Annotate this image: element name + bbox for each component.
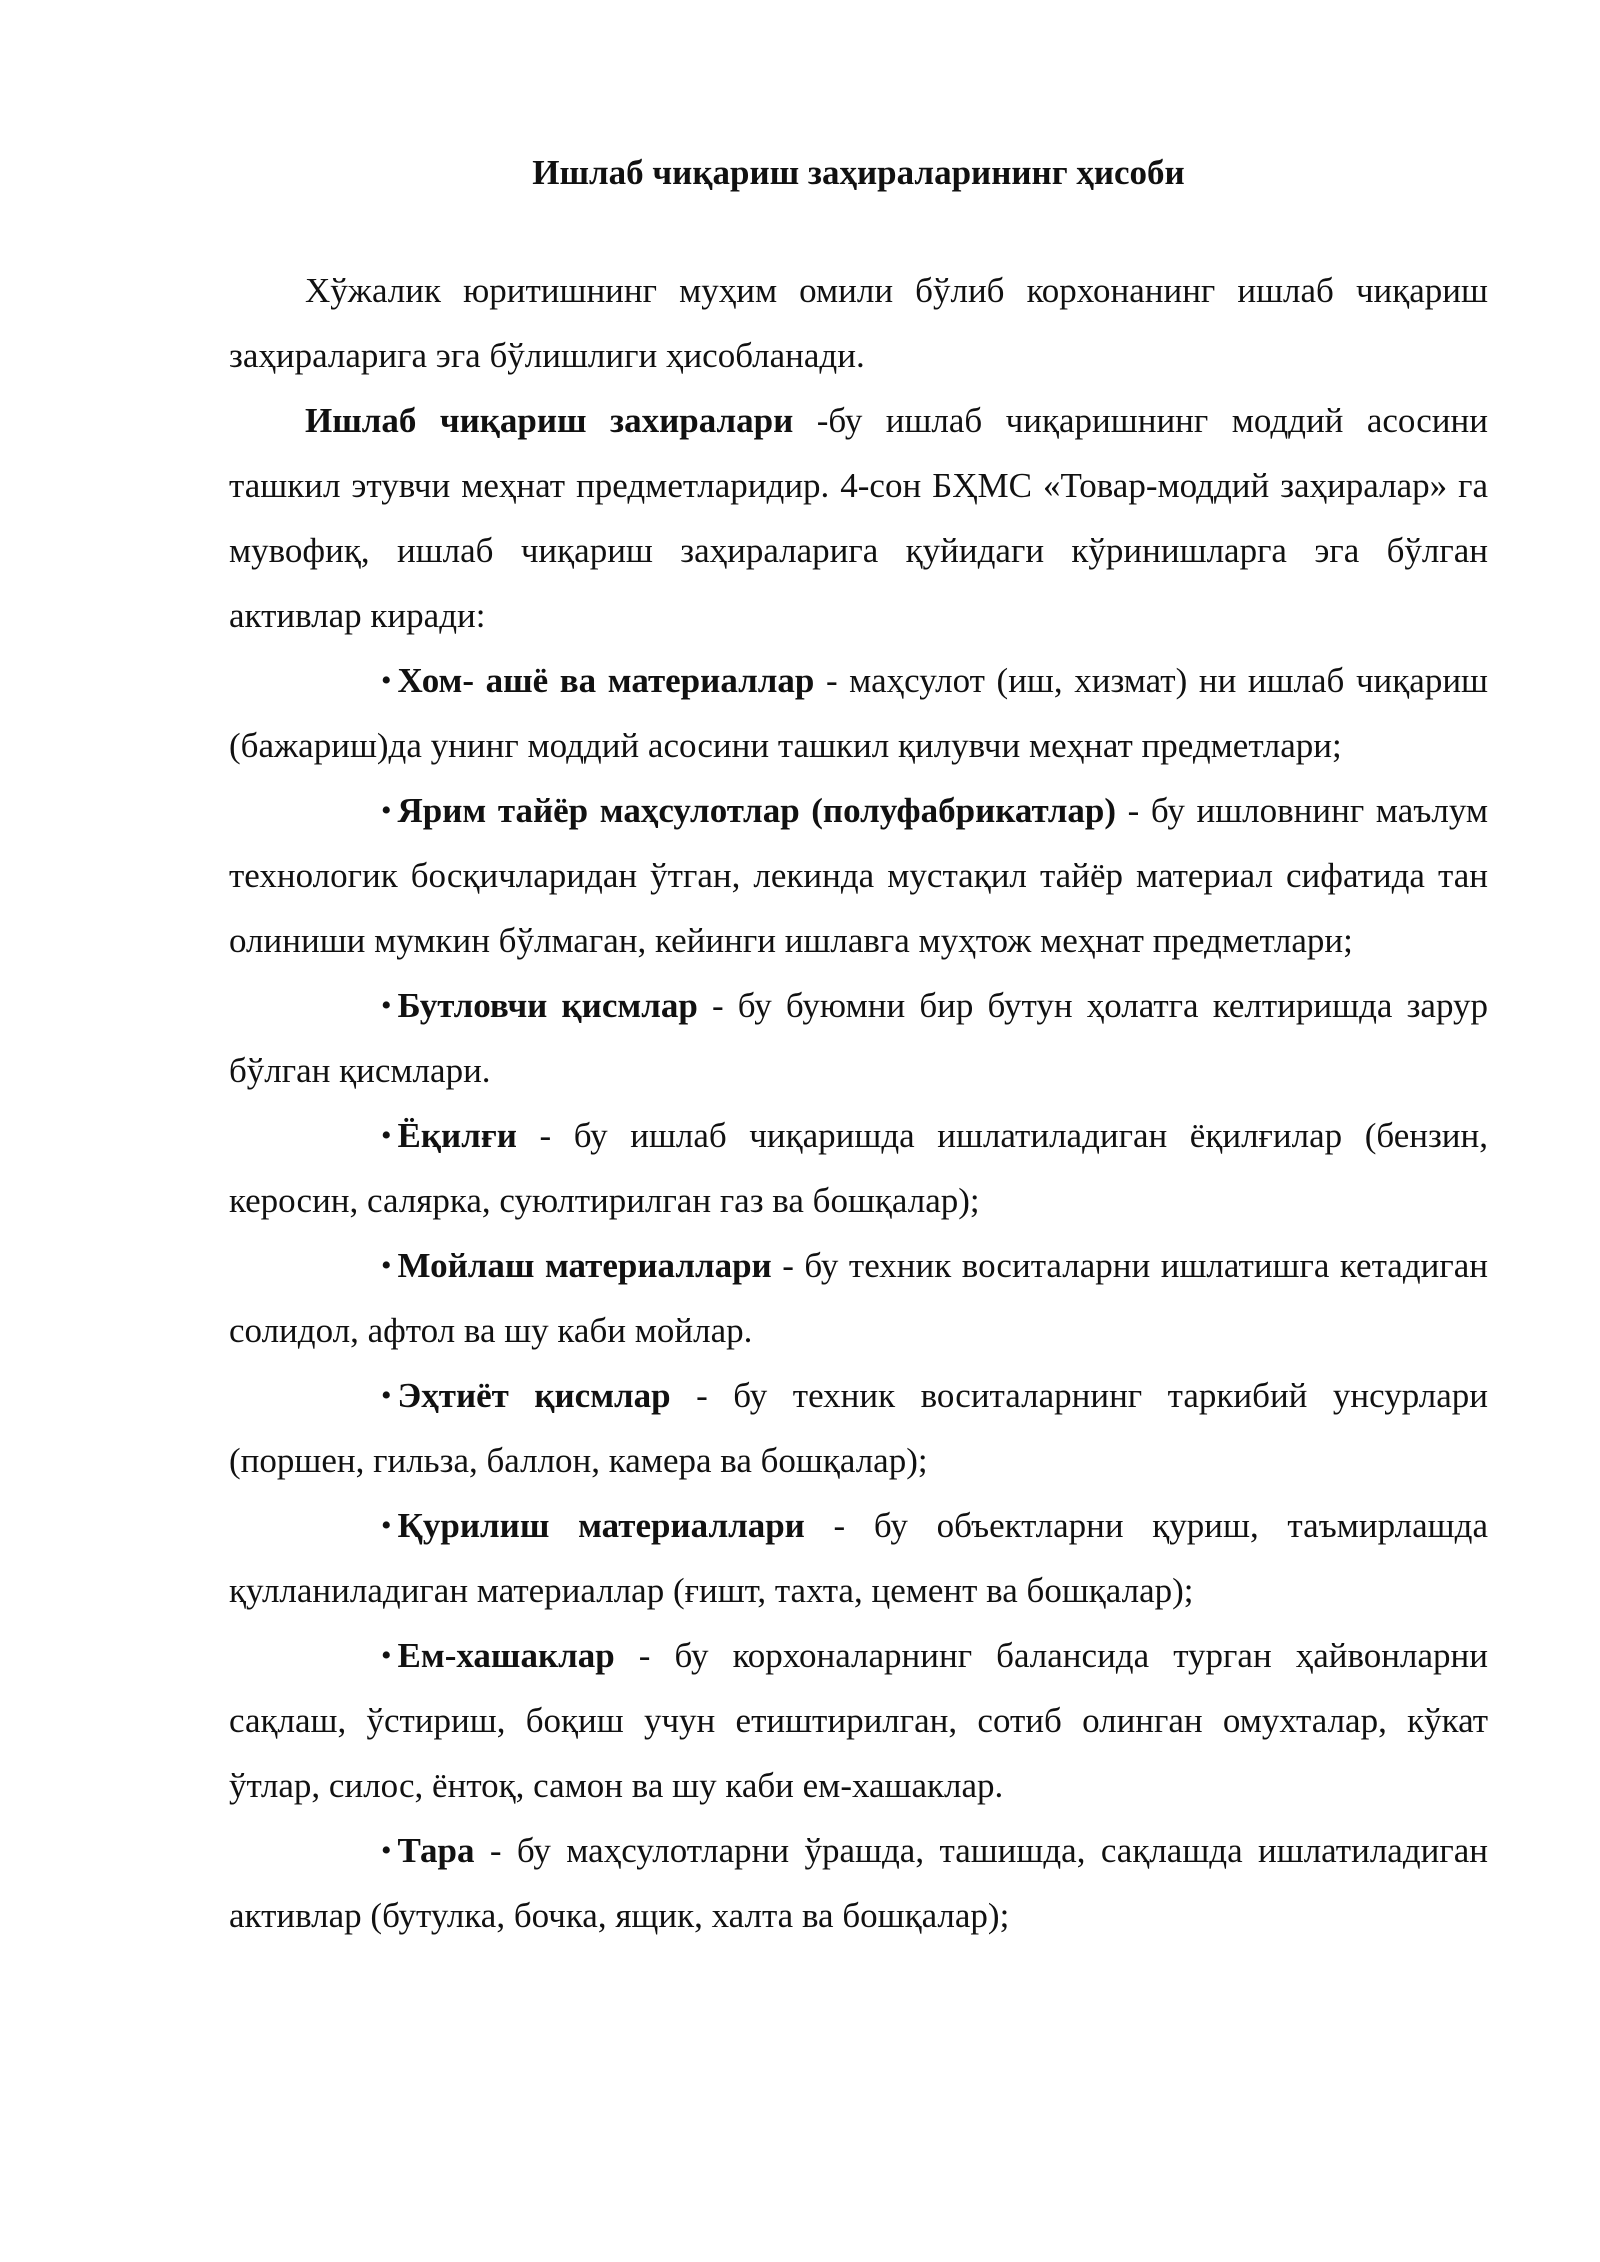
inventory-type-list	[229, 648, 1488, 1948]
bullet-icon: •	[381, 989, 392, 1022]
item-term: Мойлаш материаллари	[397, 1246, 772, 1285]
list-item	[229, 1493, 1488, 1623]
list-item	[229, 973, 1488, 1103]
item-text: - бу корхоналарнинг балансида турган ҳайвонларни сақлаш, ўстириш, боқиш учун етиштирилган, сотиб олинган омухталар, кўкат ўтлар, силос, ёнтоқ, самон ва шу каби ем-хашаклар.	[229, 1636, 1488, 1805]
item-term: Эҳтиёт қисмлар	[397, 1376, 671, 1415]
item-text: - бу буюмни бир бутун ҳолатга келтиришда зарур бўлган қисмлари.	[229, 986, 1488, 1090]
bullet-icon: •	[381, 1379, 392, 1412]
bullet-icon: •	[381, 1249, 392, 1282]
definition-paragraph	[229, 388, 1488, 648]
definition-text: -бу ишлаб чиқаришнинг моддий асосини ташкил этувчи меҳнат предметларидир. 4-сон БҲМС «Товар-моддий заҳиралар» га мувофиқ, ишлаб чиқариш заҳираларига қуйидаги кўринишларга эга бўлган активлар киради:	[229, 401, 1488, 635]
bullet-icon: •	[381, 1509, 392, 1542]
intro-paragraph: Хўжалик юритишнинг муҳим омили бўлиб корхонанинг ишлаб чиқариш заҳираларига эга бўлишлиги ҳисобланади.	[229, 271, 1488, 375]
bullet-icon: •	[381, 1639, 392, 1672]
item-text: - маҳсулот (иш, хизмат) ни ишлаб чиқариш (бажариш)да унинг моддий асосини ташкил қилувчи меҳнат предметлари;	[229, 661, 1488, 765]
definition-term: Ишлаб чиқариш захиралари	[305, 401, 794, 440]
list-item	[229, 778, 1488, 973]
bullet-icon: •	[381, 1119, 392, 1152]
item-term: Ярим тайёр маҳсулотлар (полуфабрикатлар)	[397, 791, 1117, 830]
list-item	[229, 1103, 1488, 1233]
bullet-icon: •	[381, 794, 392, 827]
item-term: Хом- ашё ва материаллар	[397, 661, 815, 700]
document-title: Ишлаб чиқариш заҳираларининг ҳисоби	[532, 153, 1185, 192]
list-item	[229, 1818, 1488, 1948]
list-item	[229, 1233, 1488, 1363]
bullet-icon: •	[381, 664, 392, 697]
item-term: Қурилиш материаллари	[397, 1506, 805, 1545]
item-text: - бу техник воситаларнинг таркибий унсурлари (поршен, гильза, баллон, камера ва бошқалар);	[229, 1376, 1488, 1480]
item-term: Ёқилғи	[397, 1116, 517, 1155]
list-item	[229, 648, 1488, 778]
item-text: - бу техник воситаларни ишлатишга кетадиган солидол, афтол ва шу каби мойлар.	[229, 1246, 1488, 1350]
item-term: Ем-хашаклар	[397, 1636, 615, 1675]
document-page	[229, 150, 1488, 1948]
list-item	[229, 1623, 1488, 1818]
item-text: - бу маҳсулотларни ўрашда, ташишда, сақлашда ишлатиладиган активлар (бутулка, бочка, ящик, халта ва бошқалар);	[229, 1831, 1488, 1935]
item-text: - бу объектларни қуриш, таъмирлашда қулланиладиган материаллар (ғишт, тахта, цемент ва бошқалар);	[229, 1506, 1488, 1610]
item-text: - бу ишловнинг маълум технологик босқичларидан ўтган, лекинда мустақил тайёр материал сифатида тан олиниши мумкин бўлмаган, кейинги ишлавга муҳтож меҳнат предметлари;	[229, 791, 1489, 960]
item-text: - бу ишлаб чиқаришда ишлатиладиган ёқилғилар (бензин, керосин, салярка, суюлтирилган газ ва бошқалар);	[229, 1116, 1488, 1220]
list-item	[229, 1363, 1488, 1493]
item-term: Бутловчи қисмлар	[397, 986, 698, 1025]
item-term: Тара	[397, 1831, 475, 1870]
bullet-icon: •	[381, 1834, 392, 1867]
